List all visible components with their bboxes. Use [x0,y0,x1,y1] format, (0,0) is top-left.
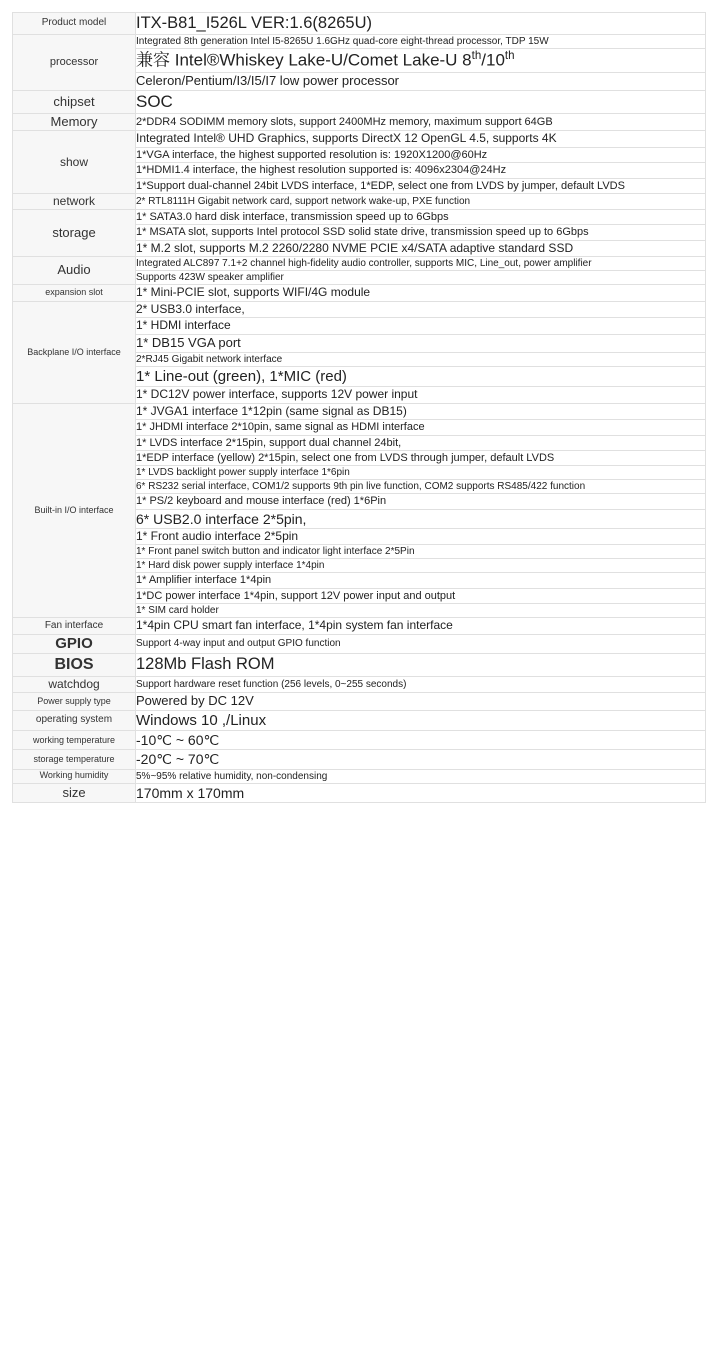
table-row [13,301,706,318]
spec-label-cell: size [13,783,136,802]
spec-value-cell: Supports 423W speaker amplifier [136,271,706,285]
specification-table [12,12,706,803]
spec-value-cell: -20℃ ~ 70℃ [136,750,706,769]
spec-value-cell: -10℃ ~ 60℃ [136,731,706,750]
spec-value-cell: 1* Amplifier interface 1*4pin [136,573,706,588]
spec-value-cell: 1* JVGA1 interface 1*12pin (same signal as DB15) [136,403,706,420]
spec-value-cell: 6* USB2.0 interface 2*5pin, [136,509,706,528]
spec-value-cell: 1* M.2 slot, supports M.2 2260/2280 NVME PCIE x4/SATA adaptive standard SSD [136,240,706,257]
spec-label-cell: expansion slot [13,285,136,302]
spec-value-cell: 1* Mini-PCIE slot, supports WIFI/4G module [136,285,706,302]
spec-value-cell: Support 4-way input and output GPIO function [136,634,706,654]
spec-value-cell: Integrated 8th generation Intel I5-8265U 1.6GHz quad-core eight-thread processor, TDP 15W [136,35,706,49]
spec-label-cell: watchdog [13,676,136,692]
spec-value-cell: Powered by DC 12V [136,692,706,710]
spec-value-cell: 5%~95% relative humidity, non-condensing [136,769,706,783]
spec-label-cell: Working humidity [13,769,136,783]
spec-value-cell: 1* LVDS interface 2*15pin, support dual channel 24bit, [136,435,706,450]
spec-value-cell: 170mm x 170mm [136,783,706,802]
spec-value-cell: 128Mb Flash ROM [136,654,706,676]
table-row [13,285,706,302]
spec-value-cell: 1* HDMI interface [136,318,706,335]
table-row [13,209,706,224]
table-row [13,654,706,676]
table-row [13,634,706,654]
spec-value-cell: 1* SATA3.0 hard disk interface, transmission speed up to 6Gbps [136,209,706,224]
table-row [13,710,706,731]
spec-label-cell: Product model [13,13,136,35]
table-row [13,676,706,692]
table-row [13,783,706,802]
spec-label-cell: show [13,131,136,193]
spec-value-cell: 1*VGA interface, the highest supported resolution is: 1920X1200@60Hz [136,148,706,163]
table-row [13,769,706,783]
table-row [13,114,706,131]
spec-value-cell: 1* PS/2 keyboard and mouse interface (red) 1*6Pin [136,494,706,509]
spec-label-cell: Built-in I/O interface [13,403,136,617]
spec-value-cell: 1* Hard disk power supply interface 1*4pin [136,559,706,573]
table-row [13,257,706,271]
table-row [13,35,706,49]
spec-value-cell: 1* DC12V power interface, supports 12V power input [136,387,706,404]
spec-value-cell: 2* RTL8111H Gigabit network card, support network wake-up, PXE function [136,193,706,209]
table-row [13,731,706,750]
spec-label-cell: working temperature [13,731,136,750]
spec-value-cell: Support hardware reset function (256 levels, 0~255 seconds) [136,676,706,692]
table-row [13,750,706,769]
spec-label-cell: BIOS [13,654,136,676]
spec-value-cell: 1* SIM card holder [136,604,706,618]
spec-label-cell: GPIO [13,634,136,654]
spec-value-cell: 1* Front audio interface 2*5pin [136,528,706,545]
spec-value-cell: 1*DC power interface 1*4pin, support 12V power input and output [136,588,706,603]
spec-value-cell: 2* USB3.0 interface, [136,301,706,318]
spec-label-cell: Power supply type [13,692,136,710]
table-row [13,13,706,35]
table-row [13,193,706,209]
spec-label-cell: processor [13,35,136,91]
spec-label-cell: Backplane I/O interface [13,301,136,403]
table-row [13,692,706,710]
spec-value-cell: 1* Line-out (green), 1*MIC (red) [136,366,706,387]
spec-label-cell: Fan interface [13,618,136,635]
spec-value-cell: 2*DDR4 SODIMM memory slots, support 2400MHz memory, maximum support 64GB [136,114,706,131]
spec-value-cell-compat: 兼容 Intel®Whiskey Lake-U/Comet Lake-U 8th/10th [136,49,706,73]
spec-value-cell: 2*RJ45 Gigabit network interface [136,352,706,366]
spec-label-cell: storage temperature [13,750,136,769]
spec-value-cell: 1* MSATA slot, supports Intel protocol SSD solid state drive, transmission speed up to 6Gbps [136,225,706,240]
table-row [13,618,706,635]
spec-value-cell: 1* Front panel switch button and indicator light interface 2*5Pin [136,545,706,559]
spec-value-cell: 1* LVDS backlight power supply interface 1*6pin [136,466,706,480]
table-row [13,403,706,420]
spec-value-cell: 1* DB15 VGA port [136,334,706,352]
spec-label-cell: storage [13,209,136,256]
spec-value-cell: Integrated ALC897 7.1+2 channel high-fidelity audio controller, supports MIC, Line_out, power amplifier [136,257,706,271]
spec-value-cell: 1*4pin CPU smart fan interface, 1*4pin system fan interface [136,618,706,635]
table-row [13,91,706,114]
spec-value-cell: ITX-B81_I526L VER:1.6(8265U) [136,13,706,35]
spec-value-cell: 1*Support dual-channel 24bit LVDS interface, 1*EDP, select one from LVDS by jumper, default LVDS [136,178,706,193]
spec-value-cell: Windows 10 ,/Linux [136,710,706,731]
spec-value-cell: 6* RS232 serial interface, COM1/2 supports 9th pin live function, COM2 supports RS485/422 function [136,480,706,494]
spec-label-cell: chipset [13,91,136,114]
spec-label-cell: Memory [13,114,136,131]
table-row [13,131,706,148]
table-body [13,13,706,803]
spec-value-cell: Celeron/Pentium/I3/I5/I7 low power processor [136,73,706,91]
spec-label-cell: Audio [13,257,136,285]
spec-value-cell: SOC [136,91,706,114]
spec-label-cell: network [13,193,136,209]
spec-value-cell: 1* JHDMI interface 2*10pin, same signal as HDMI interface [136,420,706,435]
spec-label-cell: operating system [13,710,136,731]
spec-value-cell: 1*HDMI1.4 interface, the highest resolution supported is: 4096x2304@24Hz [136,163,706,178]
spec-value-cell: Integrated Intel® UHD Graphics, supports DirectX 12 OpenGL 4.5, supports 4K [136,131,706,148]
spec-value-cell: 1*EDP interface (yellow) 2*15pin, select one from LVDS through jumper, default LVDS [136,451,706,466]
